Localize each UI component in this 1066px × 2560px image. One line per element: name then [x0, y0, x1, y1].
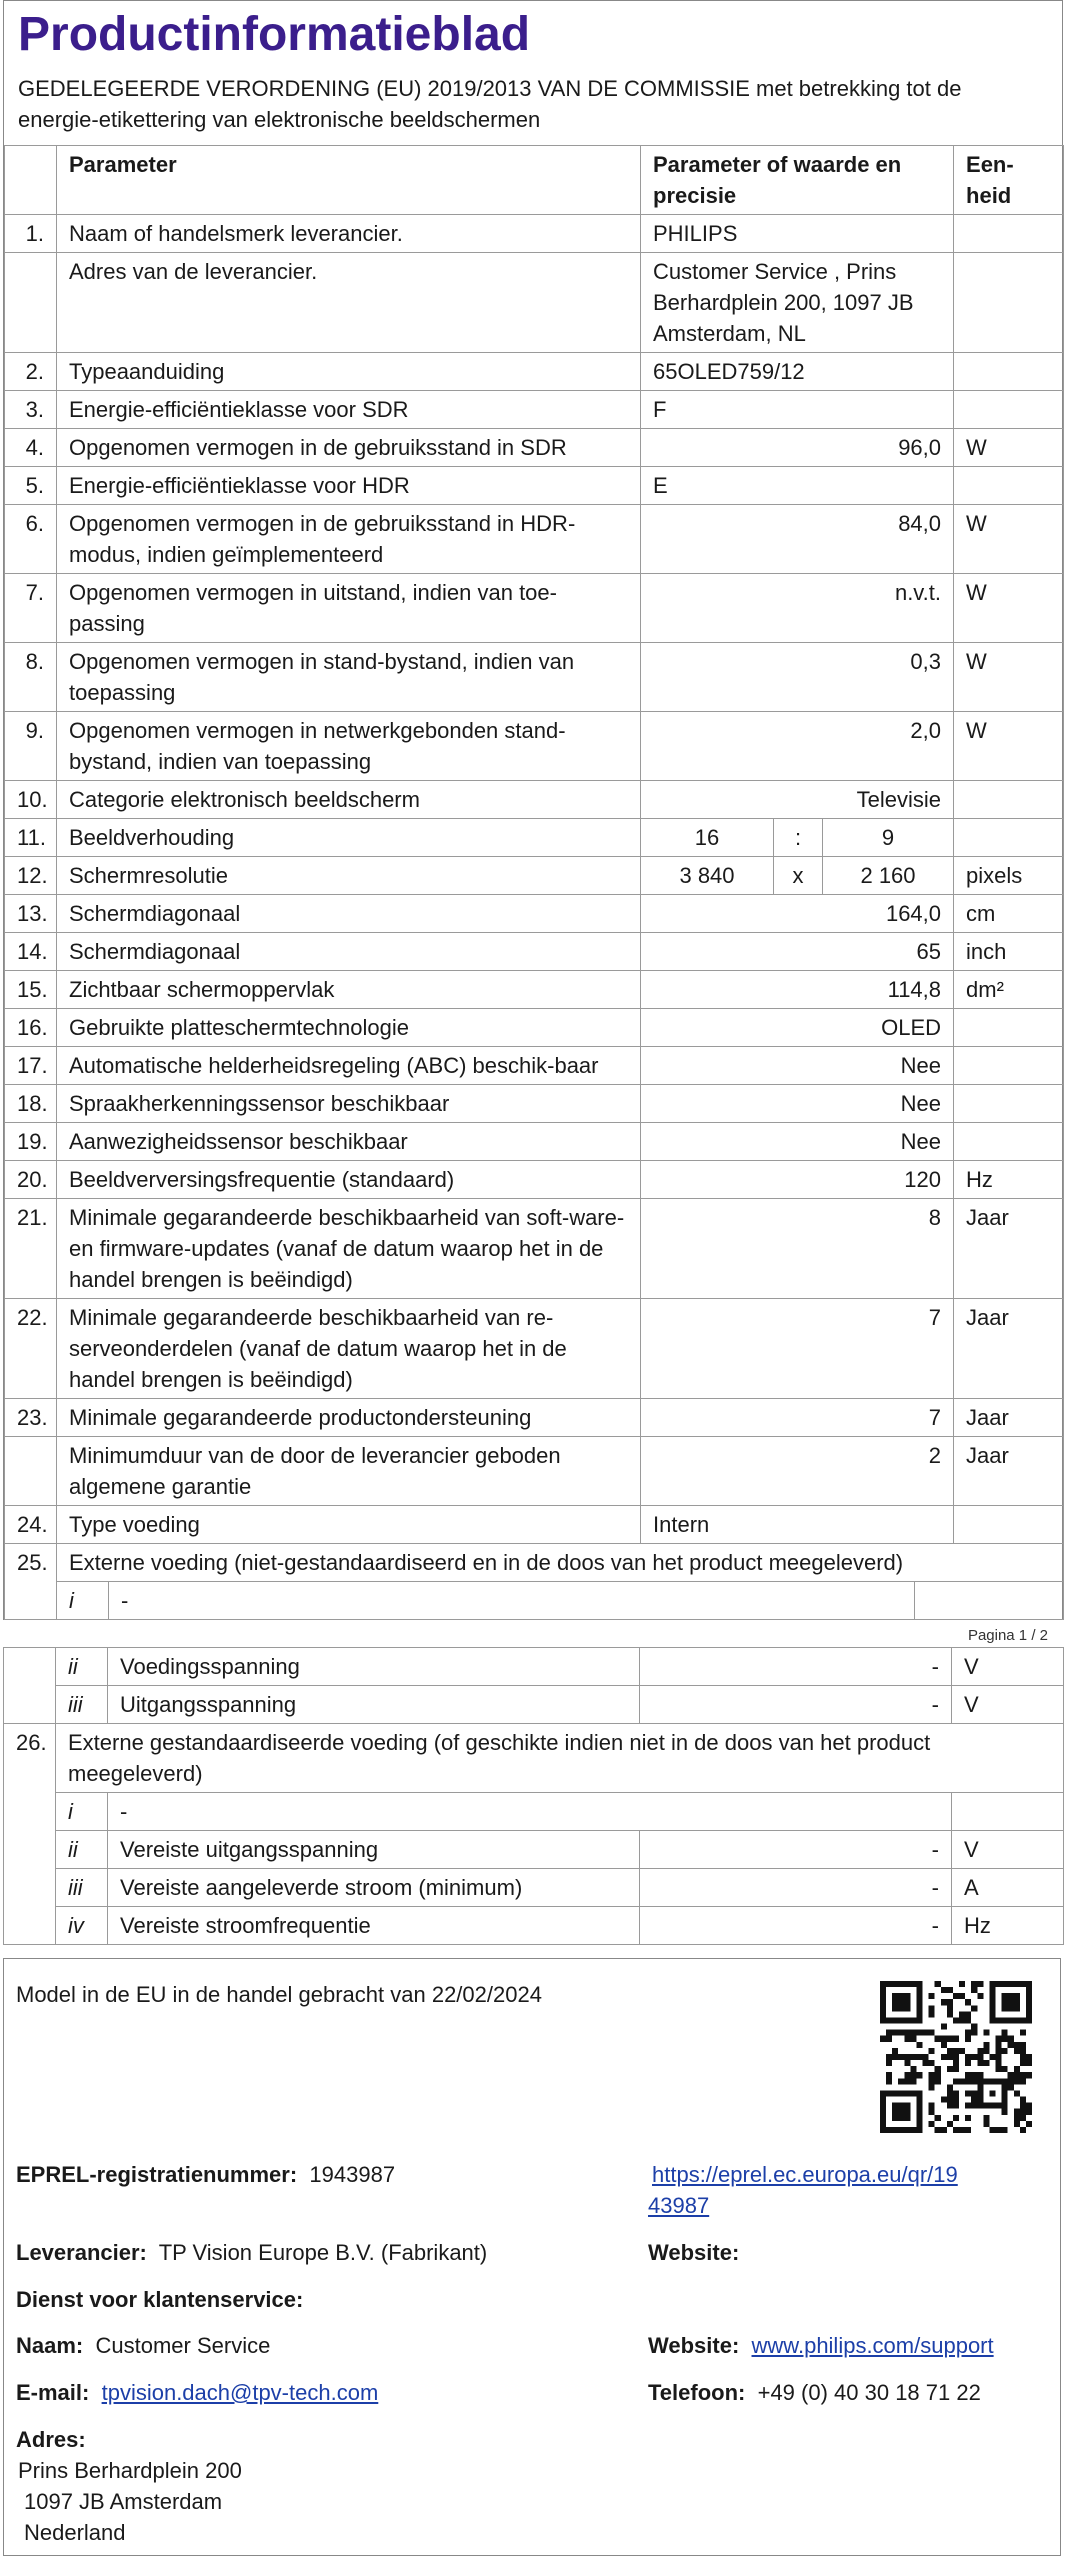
- table-row: [5, 1437, 1064, 1506]
- row-value: 0,3: [641, 643, 954, 712]
- row-parameter: Energie-efficiëntieklasse voor SDR: [57, 391, 641, 429]
- row-parameter: Type voeding: [57, 1506, 641, 1544]
- row-parameter: Opgenomen vermogen in uitstand, indien van toe-passing: [57, 574, 641, 643]
- sub-row-unit: V: [952, 1686, 1064, 1724]
- table-row: [5, 505, 1064, 574]
- row-number-continued: [4, 1648, 56, 1724]
- sub-row-number: iii: [56, 1686, 108, 1724]
- row-unit: W: [954, 643, 1064, 712]
- row-unit: [954, 253, 1064, 353]
- row-value: 65OLED759/12: [641, 353, 954, 391]
- row-unit: Jaar: [954, 1437, 1064, 1506]
- row-number: [5, 1437, 57, 1506]
- row-value-a: 3 840: [641, 857, 774, 895]
- row-number: 11.: [5, 819, 57, 857]
- email-row: [16, 2377, 378, 2408]
- row-parameter: Gebruikte platteschermtechnologie: [57, 1009, 641, 1047]
- table-row: [5, 819, 1064, 857]
- row-value: 164,0: [641, 895, 954, 933]
- page-number: Pagina 1 / 2: [967, 1627, 1048, 1644]
- row-parameter: Opgenomen vermogen in de gebruiksstand in HDR-modus, indien geïmplementeerd: [57, 505, 641, 574]
- supplier-info-box: [3, 1958, 1061, 2556]
- row-number: 1.: [5, 215, 57, 253]
- row-unit: [954, 467, 1064, 505]
- header-unit: Een-heid: [954, 146, 1064, 215]
- table-row: [5, 253, 1064, 353]
- row-parameter: Minimumduur van de door de leverancier geboden algemene garantie: [57, 1437, 641, 1506]
- row-parameter: Automatische helderheidsregeling (ABC) beschik-baar: [57, 1047, 641, 1085]
- support-website-label: Website:: [648, 2333, 740, 2358]
- table-row: [5, 1161, 1064, 1199]
- regulation-subtitle: GEDELEGEERDE VERORDENING (EU) 2019/2013 VAN DE COMMISSIE met betrekking tot de energie-etikettering van elektronische beeldschermen: [18, 76, 962, 132]
- qr-code-icon[interactable]: [880, 1981, 1032, 2133]
- row-value: 96,0: [641, 429, 954, 467]
- row-unit: [954, 215, 1064, 253]
- row-unit: [954, 1506, 1064, 1544]
- row-parameter: Spraakherkenningssensor beschikbaar: [57, 1085, 641, 1123]
- row-value: 84,0: [641, 505, 954, 574]
- row-number: 21.: [5, 1199, 57, 1299]
- row-number: 5.: [5, 467, 57, 505]
- address-line-1: Prins Berhardplein 200: [18, 2458, 242, 2483]
- row-number: 9.: [5, 712, 57, 781]
- row-number: 10.: [5, 781, 57, 819]
- table-row: [5, 1085, 1064, 1123]
- row-value: 114,8: [641, 971, 954, 1009]
- row-value: F: [641, 391, 954, 429]
- market-date-text: Model in de EU in de handel gebracht van 22/02/2024: [16, 1982, 542, 2007]
- row-number: [5, 253, 57, 353]
- service-name-row: [16, 2330, 270, 2361]
- row-parameter: Schermdiagonaal: [57, 895, 641, 933]
- parameter-table-continued: [3, 1647, 1064, 1945]
- table-row: [4, 1724, 1064, 1793]
- row-number: 26.: [4, 1724, 56, 1945]
- supplier-row: [16, 2237, 487, 2268]
- sub-row-number: i: [56, 1793, 108, 1831]
- row-value: Intern: [641, 1506, 954, 1544]
- address-line-3: Nederland: [24, 2520, 126, 2545]
- table-row: [5, 712, 1064, 781]
- sub-row-number: ii: [56, 1831, 108, 1869]
- row-parameter: Minimale gegarandeerde productondersteuning: [57, 1399, 641, 1437]
- row-value: Nee: [641, 1123, 954, 1161]
- sub-row-parameter: Uitgangsspanning: [108, 1686, 640, 1724]
- table-sub-row: [4, 1831, 1064, 1869]
- table-header-row: [5, 146, 1064, 215]
- row-number: 18.: [5, 1085, 57, 1123]
- row-value: 2,0: [641, 712, 954, 781]
- table-row: [5, 1299, 1064, 1399]
- support-website-row: [648, 2330, 994, 2361]
- row-number: 17.: [5, 1047, 57, 1085]
- row-unit: Jaar: [954, 1199, 1064, 1299]
- row-number: 24.: [5, 1506, 57, 1544]
- address-line-2: 1097 JB Amsterdam: [24, 2489, 223, 2514]
- row-unit: Hz: [954, 1161, 1064, 1199]
- row-value-a: 16: [641, 819, 774, 857]
- row-parameter: Opgenomen vermogen in de gebruiksstand in SDR: [57, 429, 641, 467]
- table-sub-row: [4, 1648, 1064, 1686]
- support-website-link[interactable]: www.philips.com/support: [751, 2333, 994, 2358]
- row-number: 8.: [5, 643, 57, 712]
- row-value: Nee: [641, 1047, 954, 1085]
- row-parameter: Typeaanduiding: [57, 353, 641, 391]
- row-unit: [954, 1009, 1064, 1047]
- row-unit: W: [954, 712, 1064, 781]
- header-value: Parameter of waarde en precisie: [641, 146, 954, 215]
- row-parameter: Opgenomen vermogen in stand-bystand, indien van toepassing: [57, 643, 641, 712]
- sub-row-parameter: Voedingsspanning: [108, 1648, 640, 1686]
- row-parameter: Beeldverversingsfrequentie (standaard): [57, 1161, 641, 1199]
- supplier-label: Leverancier:: [16, 2240, 147, 2265]
- table-sub-row: [4, 1686, 1064, 1724]
- row-value: 8: [641, 1199, 954, 1299]
- row-number: 6.: [5, 505, 57, 574]
- row-value-separator: :: [774, 819, 823, 857]
- row-value-b: 2 160: [823, 857, 954, 895]
- row-parameter: Energie-efficiëntieklasse voor HDR: [57, 467, 641, 505]
- table-sub-row: [4, 1869, 1064, 1907]
- table-row: [5, 215, 1064, 253]
- phone-row: [648, 2377, 981, 2408]
- row-unit: [954, 391, 1064, 429]
- row-value: n.v.t.: [641, 574, 954, 643]
- row-unit: cm: [954, 895, 1064, 933]
- row-unit: [954, 819, 1064, 857]
- row-unit: pixels: [954, 857, 1064, 895]
- row-unit: [954, 353, 1064, 391]
- sub-row-value: -: [108, 1793, 952, 1831]
- row-unit: dm²: [954, 971, 1064, 1009]
- row-unit: [954, 1085, 1064, 1123]
- table-row: [5, 857, 1064, 895]
- row-parameter: Adres van de leverancier.: [57, 253, 641, 353]
- row-parameter: Minimale gegarandeerde beschikbaarheid van soft-ware- en firmware-updates (vanaf de datum waarop het in de handel brengen is beëindigd): [57, 1199, 641, 1299]
- table-sub-row: [5, 1582, 1064, 1620]
- sub-row-parameter: Vereiste stroomfrequentie: [108, 1907, 640, 1945]
- table-row: [5, 391, 1064, 429]
- sub-row-number: i: [57, 1582, 109, 1619]
- sub-row-value: -: [640, 1869, 952, 1907]
- row-value: Customer Service , Prins Berhardplein 200, 1097 JB Amsterdam, NL: [641, 253, 954, 353]
- table-row: [5, 1047, 1064, 1085]
- email-link[interactable]: tpvision.dach@tpv-tech.com: [101, 2380, 379, 2405]
- sub-row-value: -: [640, 1907, 952, 1945]
- sub-row-value: -: [109, 1582, 915, 1619]
- row-number: 20.: [5, 1161, 57, 1199]
- eprel-label: EPREL-registratienummer:: [16, 2162, 298, 2187]
- sub-row-number: ii: [56, 1648, 108, 1686]
- row-number: 2.: [5, 353, 57, 391]
- row-number: 22.: [5, 1299, 57, 1399]
- email-label: E-mail:: [16, 2380, 90, 2405]
- row-value: 7: [641, 1399, 954, 1437]
- row-parameter: Schermdiagonaal: [57, 933, 641, 971]
- row-number: 13.: [5, 895, 57, 933]
- table-sub-row: [4, 1907, 1064, 1945]
- table-row: [5, 574, 1064, 643]
- row-unit: [954, 1123, 1064, 1161]
- row-unit: W: [954, 574, 1064, 643]
- product-info-sheet-page-1: [3, 0, 1063, 1620]
- address-label: Adres:: [16, 2427, 86, 2452]
- row-value: OLED: [641, 1009, 954, 1047]
- sub-row-number: iv: [56, 1907, 108, 1945]
- phone-number: +49 (0) 40 30 18 71 22: [757, 2380, 981, 2405]
- row-value-separator: x: [774, 857, 823, 895]
- row-number: 14.: [5, 933, 57, 971]
- row-number: 3.: [5, 391, 57, 429]
- sub-row-parameter: Vereiste uitgangsspanning: [108, 1831, 640, 1869]
- row-unit: inch: [954, 933, 1064, 971]
- row-unit: Jaar: [954, 1299, 1064, 1399]
- eprel-row: [16, 2159, 395, 2190]
- table-row: [5, 643, 1064, 712]
- row-number: 23.: [5, 1399, 57, 1437]
- row-value: 2: [641, 1437, 954, 1506]
- row-number: 25.: [5, 1544, 57, 1620]
- row-parameter: Externe gestandaardiseerde voeding (of geschikte indien niet in de doos van het product meegeleverd): [56, 1724, 1064, 1793]
- row-parameter: Schermresolutie: [57, 857, 641, 895]
- row-value: E: [641, 467, 954, 505]
- row-parameter: Naam of handelsmerk leverancier.: [57, 215, 641, 253]
- row-parameter: Categorie elektronisch beeldscherm: [57, 781, 641, 819]
- row-unit: [954, 781, 1064, 819]
- sub-row-value: -: [640, 1831, 952, 1869]
- product-info-sheet-page-2: [3, 1647, 1063, 1945]
- table-row: [5, 353, 1064, 391]
- table-sub-row: [4, 1793, 1064, 1831]
- row-number: 19.: [5, 1123, 57, 1161]
- row-parameter: Beeldverhouding: [57, 819, 641, 857]
- sub-row-unit: Hz: [952, 1907, 1064, 1945]
- table-row: [5, 1199, 1064, 1299]
- table-row: [5, 429, 1064, 467]
- sub-row-number: iii: [56, 1869, 108, 1907]
- table-row: [5, 1009, 1064, 1047]
- eprel-number: 1943987: [309, 2162, 396, 2187]
- supplier-name: TP Vision Europe B.V. (Fabrikant): [158, 2240, 488, 2265]
- eprel-link[interactable]: https://eprel.ec.europa.eu/qr/19 43987: [648, 2162, 958, 2218]
- sub-row-unit: V: [952, 1648, 1064, 1686]
- row-value: PHILIPS: [641, 215, 954, 253]
- page-title: Productinformatieblad: [18, 8, 531, 61]
- row-parameter: Externe voeding (niet-gestandaardiseerd en in de doos van het product meegeleverd): [57, 1544, 1064, 1582]
- table-row: [5, 971, 1064, 1009]
- row-value: Nee: [641, 1085, 954, 1123]
- sub-row-value: -: [640, 1686, 952, 1724]
- parameter-table: [4, 145, 1064, 1620]
- table-row: [5, 1506, 1064, 1544]
- row-number: 4.: [5, 429, 57, 467]
- sub-row-unit: [952, 1793, 1064, 1831]
- row-parameter: Opgenomen vermogen in netwerkgebonden stand-bystand, indien van toepassing: [57, 712, 641, 781]
- sub-row-unit: A: [952, 1869, 1064, 1907]
- row-parameter: Minimale gegarandeerde beschikbaarheid van re-serveonderdelen (vanaf de datum waarop het in de handel brengen is beëindigd): [57, 1299, 641, 1399]
- row-value: 7: [641, 1299, 954, 1399]
- row-unit: W: [954, 505, 1064, 574]
- sub-row-value: -: [640, 1648, 952, 1686]
- table-row: [5, 933, 1064, 971]
- sub-row-unit: V: [952, 1831, 1064, 1869]
- service-name: Customer Service: [95, 2333, 271, 2358]
- row-number: 15.: [5, 971, 57, 1009]
- phone-label: Telefoon:: [648, 2380, 746, 2405]
- sub-row-parameter: Vereiste aangeleverde stroom (minimum): [108, 1869, 640, 1907]
- row-unit: Jaar: [954, 1399, 1064, 1437]
- sub-row-cell: [57, 1582, 1064, 1620]
- table-row: [5, 1123, 1064, 1161]
- row-number: 16.: [5, 1009, 57, 1047]
- row-unit: W: [954, 429, 1064, 467]
- table-row: [5, 781, 1064, 819]
- website-label: Website:: [648, 2240, 740, 2265]
- table-row: [5, 895, 1064, 933]
- table-row: [5, 467, 1064, 505]
- row-value: 120: [641, 1161, 954, 1199]
- table-row: [5, 1544, 1064, 1582]
- header-parameter: Parameter: [57, 146, 641, 215]
- row-value-b: 9: [823, 819, 954, 857]
- row-number: 7.: [5, 574, 57, 643]
- row-parameter: Zichtbaar schermoppervlak: [57, 971, 641, 1009]
- service-heading: Dienst voor klantenservice:: [16, 2287, 304, 2312]
- row-value: Televisie: [641, 781, 954, 819]
- row-parameter: Aanwezigheidssensor beschikbaar: [57, 1123, 641, 1161]
- name-label: Naam:: [16, 2333, 84, 2358]
- row-number: 12.: [5, 857, 57, 895]
- row-unit: [954, 1047, 1064, 1085]
- row-value: 65: [641, 933, 954, 971]
- table-row: [5, 1399, 1064, 1437]
